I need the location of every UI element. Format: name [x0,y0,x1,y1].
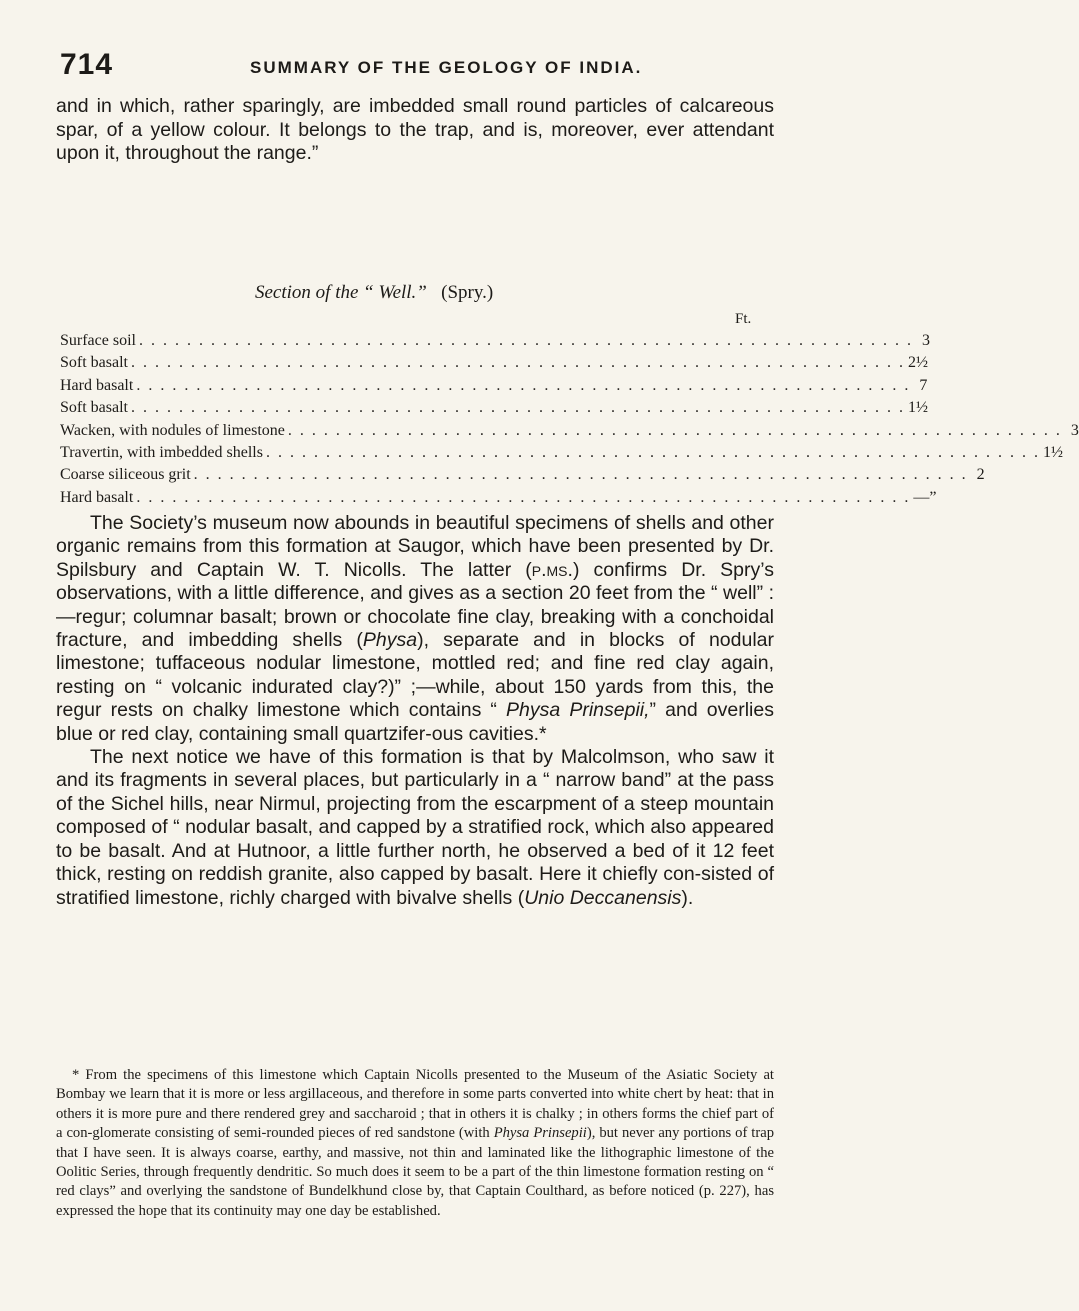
row-value: —” [913,488,937,506]
running-head: SUMMARY OF THE GEOLOGY OF INDIA. [250,58,643,77]
row-label: Coarse siliceous grit [60,466,191,484]
section-row: Travertin, with imbedded shells . . . . . . . . . . . . . . . . . . . . . . . . . . . . . . . . . . . . . . . . . . . . . . . . . . . . . . . . . . . . . . . . . 1½ [60,443,1063,461]
paragraph-malcolmson: The next notice we have of this formation is that by Malcolmson, who saw it and its fragments in several places, but particularly in a “ narrow band” at the pass of the Sichel hills, near Nirmul, projecting from the escarpment of a steep mountain composed of “ nodular basalt, and capped by a stratified rock, which also appeared to be basalt. And at Hutnoor, a little further north, he observed a bed of it 12 feet thick, resting on reddish granite, also capped by basalt. Here it chiefly con-sisted of stratified limestone, richly charged with bivalve shells (Unio Deccanensis). [56,746,774,909]
footnote-paragraph: * From the specimens of this limestone which Captain Nicolls presented to the Museum of the Asiatic Society at Bombay we learn that it is more or less argillaceous, and therefore in some parts converted into white chert by heat: that in others it is more pure and there rendered grey and saccharoid ; that in others it is chalky ; in others forms the chief part of a con-glomerate consisting of semi-rounded pieces of red sandstone (with Physa Prinsepii), but never any portions of trap that I have seen. It is always coarse, earthy, and massive, not thin and laminated like the lithographic limestone of the Oolitic Series, through frequently dendritic. So much does it seem to be a part of the thin limestone formation resting on “ red clays” and overlying the sandstone of Bundelkhund close by, that Captain Coulthard, as before noticed (p. 227), has expressed the hope that its continuity may one day be established. [56,1067,774,1219]
row-value: 3 [1070,421,1079,439]
page-header [60,48,760,88]
section-title-text: Section of the “ Well.” [255,282,427,303]
page-number: 714 [60,48,114,81]
opening-paragraph: and in which, rather sparingly, are imbedded small round particles of calcareous spar, of a yellow colour. It belongs to the trap, and is, moreover, ever attendant upon it, throughout the range.” [56,95,774,164]
row-value: 2 [976,466,985,484]
section-row: Coarse siliceous grit . . . . . . . . . . . . . . . . . . . . . . . . . . . . . . . . . . . . . . . . . . . . . . . . . . . . . . . . . . . . . . . . . 2 [60,466,985,484]
paragraph-museum: The Society’s museum now abounds in beautiful specimens of shells and other organic remains from this formation at Saugor, which have been presented by Dr. Spilsbury and Captain W. T. Nicolls. The latter (p.ms.) confirms Dr. Spry’s observations, with a little difference, and gives as a section 20 feet from the “ well” :—regur; columnar basalt; brown or chocolate fine clay, breaking with a conchoidal fracture, and imbedding shells (Physa), separate and in blocks of nodular limestone; tuffaceous nodular limestone, mottled red; and fine red clay again, resting on “ volcanic indurated clay?)” ;—while, about 150 yards from this, the regur rests on chalky limestone which contains “ Physa Prinsepii,” and overlies blue or red clay, containing small quartzifer-ous cavities.* [56,512,775,745]
row-value: 1½ [908,399,928,417]
section-title [255,282,493,304]
row-value: 7 [919,376,928,394]
section-author: (Spry.) [441,282,494,303]
row-value: 2½ [908,354,928,372]
row-label: Soft basalt [60,399,128,417]
row-label: Hard basalt [60,376,134,394]
body-text [56,512,774,910]
section-row: Hard basalt . . . . . . . . . . . . . . . . . . . . . . . . . . . . . . . . . . . . . . . . . . . . . . . . . . . . . . . . . . . . . . . . . 7 [60,376,928,394]
row-label: Wacken, with nodules of limestone [60,421,285,439]
section-row: Wacken, with nodules of limestone . . . . . . . . . . . . . . . . . . . . . . . . . . . . . . . . . . . . . . . . . . . . . . . . . . . . . . . . . . . . . . . . . 3 [60,421,1079,439]
section-row: Soft basalt . . . . . . . . . . . . . . . . . . . . . . . . . . . . . . . . . . . . . . . . . . . . . . . . . . . . . . . . . . . . . . . . . 1½ [60,399,928,417]
unit-header: Ft. [735,311,752,327]
row-value: 3 [921,332,930,349]
row-label: Soft basalt [60,354,128,372]
section-table [60,332,1079,511]
row-label: Hard basalt [60,488,134,506]
section-row: Hard basalt . . . . . . . . . . . . . . . . . . . . . . . . . . . . . . . . . . . . . . . . . . . . . . . . . . . . . . . . . . . . . . . . . —” [60,488,937,506]
section-row: Soft basalt . . . . . . . . . . . . . . . . . . . . . . . . . . . . . . . . . . . . . . . . . . . . . . . . . . . . . . . . . . . . . . . . . 2½ [60,354,928,372]
footnote [56,1066,774,1221]
row-label: Surface soil [60,332,136,349]
row-label: Travertin, with imbedded shells [60,443,263,461]
section-row: Surface soil . . . . . . . . . . . . . . . . . . . . . . . . . . . . . . . . . . . . . . . . . . . . . . . . . . . . . . . . . . . . . . . . . 3 [60,332,930,349]
row-value: 1½ [1042,443,1063,461]
